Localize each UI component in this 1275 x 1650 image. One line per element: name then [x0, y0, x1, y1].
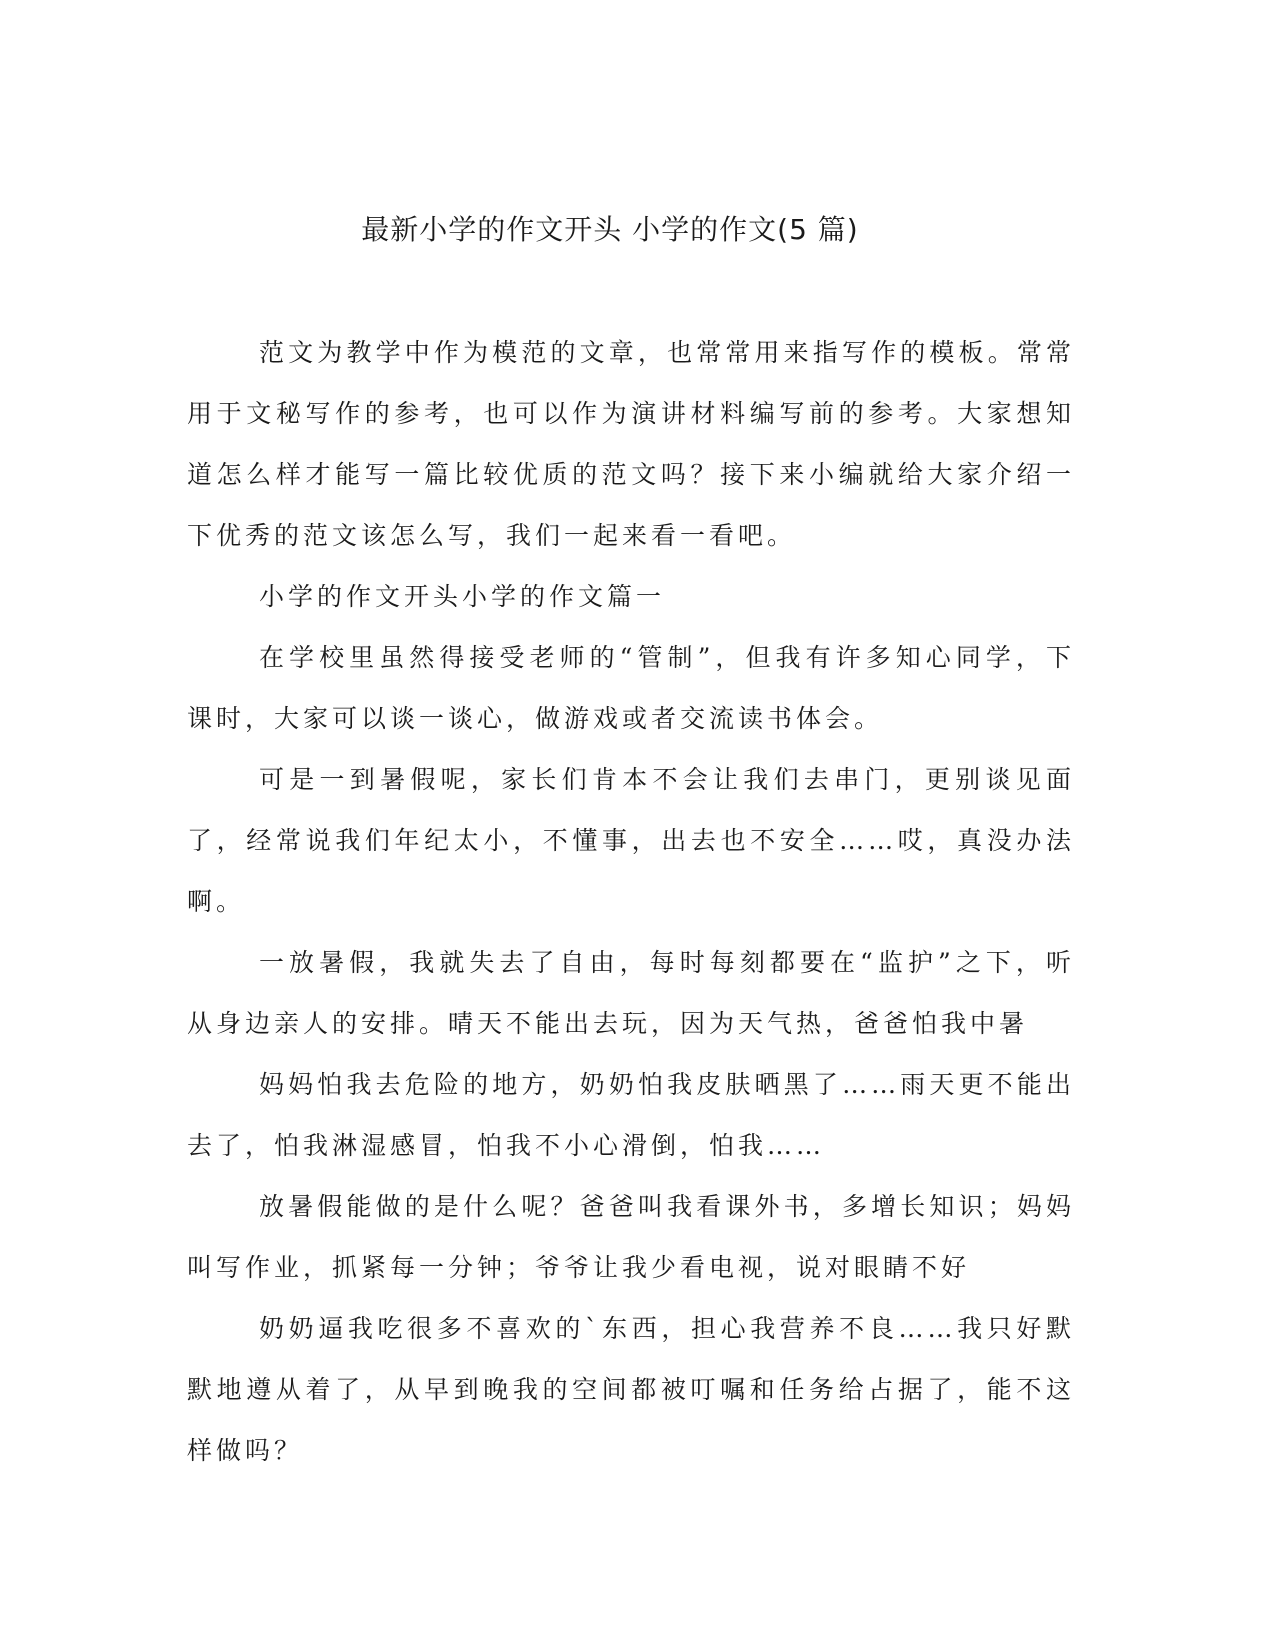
paragraph: 奶奶逼我吃很多不喜欢的`东西，担心我营养不良……我只好默默地遵从着了，从早到晚我的空间都被叮嘱和任务给占据了，能不这样做吗？: [187, 1314, 1075, 1465]
paragraph: 在学校里虽然得接受老师的“管制”，但我有许多知心同学，下课时，大家可以谈一谈心，做游戏或者交流读书体会。: [187, 643, 1075, 733]
document-body: [187, 322, 1075, 1481]
section-heading: 小学的作文开头小学的作文篇一: [259, 582, 666, 611]
paragraph: 妈妈怕我去危险的地方，奶奶怕我皮肤晒黑了……雨天更不能出去了，怕我淋湿感冒，怕我不小心滑倒，怕我……: [187, 1070, 1075, 1160]
paragraph: 放暑假能做的是什么呢？爸爸叫我看课外书，多增长知识；妈妈叫写作业，抓紧每一分钟；爷爷让我少看电视，说对眼睛不好: [187, 1192, 1075, 1282]
paragraph: 一放暑假，我就失去了自由，每时每刻都要在“监护”之下，听从身边亲人的安排。晴天不能出去玩，因为天气热，爸爸怕我中暑: [187, 948, 1075, 1038]
document-title: 最新小学的作文开头 小学的作文(5 篇): [361, 213, 859, 246]
paragraph-intro: 范文为教学中作为模范的文章，也常常用来指写作的模板。常常用于文秘写作的参考，也可以作为演讲材料编写前的参考。大家想知道怎么样才能写一篇比较优质的范文吗？接下来小编就给大家介绍一下优秀的范文该怎么写，我们一起来看一看吧。: [187, 338, 1075, 550]
paragraph: 可是一到暑假呢，家长们肯本不会让我们去串门，更别谈见面了，经常说我们年纪太小，不懂事，出去也不安全……哎，真没办法啊。: [187, 765, 1075, 916]
